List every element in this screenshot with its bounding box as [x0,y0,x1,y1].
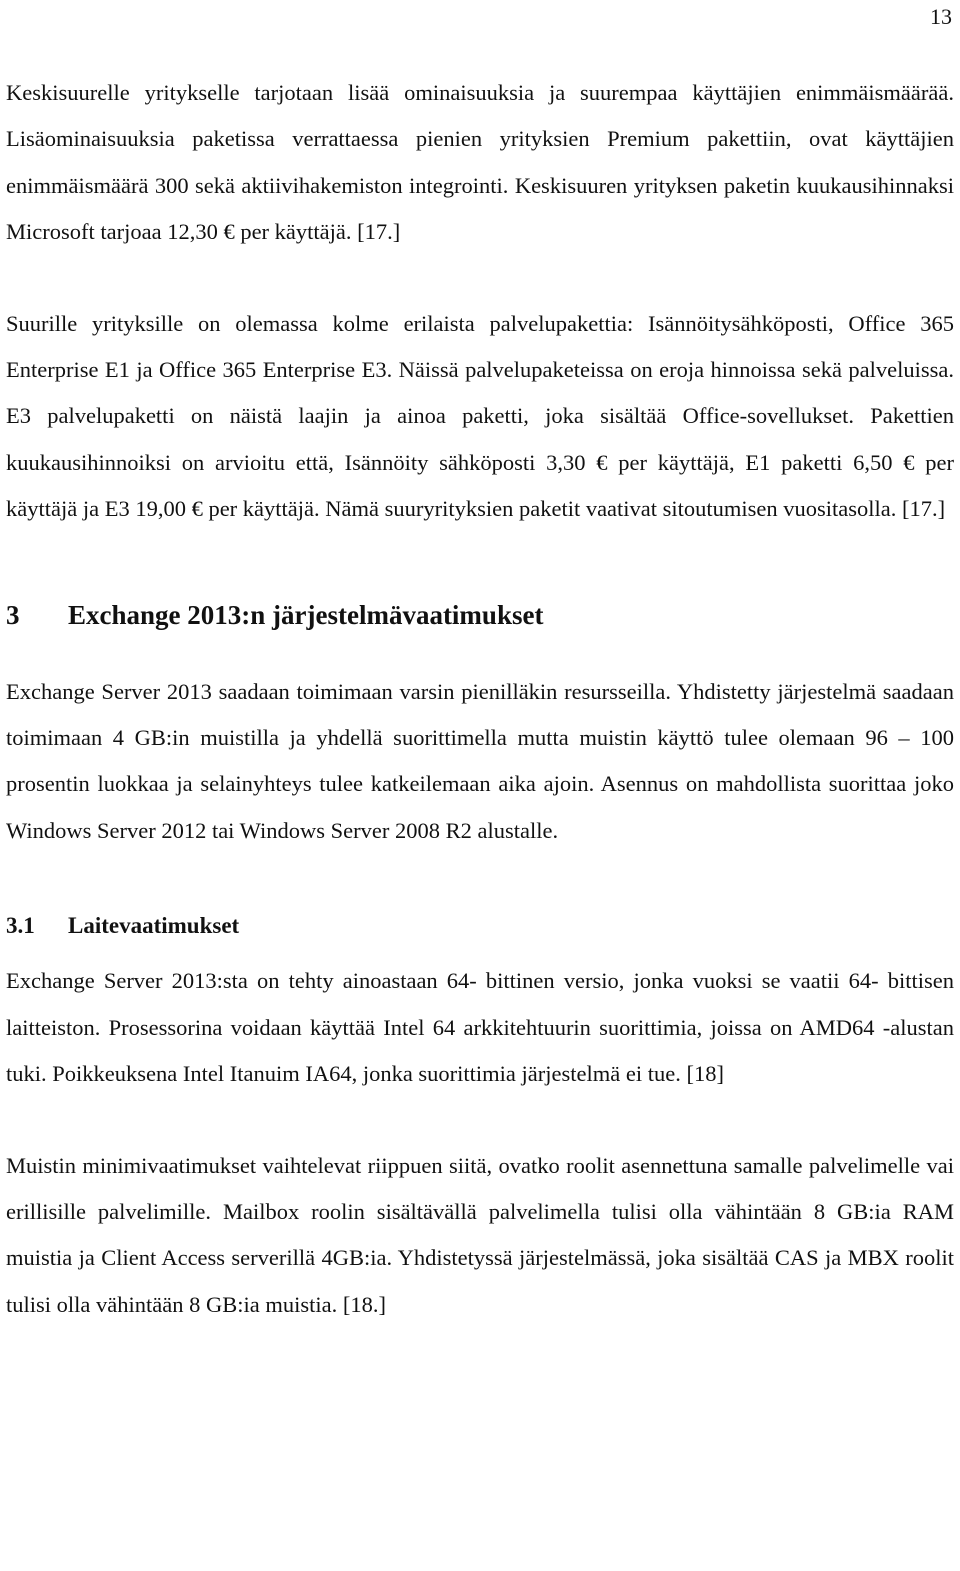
paragraph-medium-business: Keskisuurelle yritykselle tarjotaan lisää ominaisuuksia ja suurempaa käyttäjien enimmäismäärää. Lisäominaisuuksia paketissa verrattaessa pienien yrityksien Premium pakettiin, ovat käyttäjien enimmäismäärä 300 sekä aktiivihakemiston integrointi. Keskisuuren yrityksen paketin kuukausihinnaksi Microsoft tarjoaa 12,30 € per käyttäjä. [17.] [6,80,954,245]
page-number: 13 [930,4,952,29]
paragraph-large-business: Suurille yrityksille on olemassa kolme erilaista palvelupakettia: Isännöitysähköposti, Office 365 Enterprise E1 ja Office 365 Enterprise E3. Näissä palvelupaketeissa on eroja hinnoissa sekä palveluissa. E3 palvelupaketti on näistä laajin ja ainoa paketti, joka sisältää Office-sovellukset. Pakettien kuukausihinnoiksi on arvioitu että, Isännöity sähköposti 3,30 € per käyttäjä, E1 paketti 6,50 € per käyttäjä ja E3 19,00 € per käyttäjä. Nämä suuryrityksien paketit vaativat sitoutumisen vuositasolla. [17.] [6,310,954,522]
subsection-title: Laitevaatimukset [68,913,240,939]
paragraph-hardware: Exchange Server 2013:sta on tehty ainoastaan 64- bittinen versio, jonka vuoksi se vaatii 64- bittisen laitteiston. Prosessorina voidaan käyttää Intel 64 arkkitehtuurin suorittimia, joissa on AMD64 -alustan tuki. Poikkeuksena Intel Itanuim IA64, jonka suorittimia järjestelmä ei tue. [18] [6,968,954,1087]
section-heading-3 [6,595,954,635]
document-body [6,70,954,1328]
section-title: Exchange 2013:n järjestelmävaatimukset [68,599,544,630]
section-heading-3-1 [6,906,954,946]
paragraph-system-requirements: Exchange Server 2013 saadaan toimimaan varsin pienilläkin resursseilla. Yhdistetty järjestelmä saadaan toimimaan 4 GB:in muistilla ja yhdellä suorittimella mutta muistin käyttö tulee olemaan 96 – 100 prosentin luokkaa ja selainyhteys tulee katkeilemaan aika ajoin. Asennus on mahdollista suorittaa joko Windows Server 2012 tai Windows Server 2008 R2 alustalle. [6,678,954,843]
section-number: 3 [6,599,20,630]
paragraph-memory: Muistin minimivaatimukset vaihtelevat riippuen siitä, ovatko roolit asennettuna samalle palvelimelle vai erillisille palvelimille. Mailbox roolin sisältävällä palvelimella tulisi olla vähintään 8 GB:ia RAM muistia ja Client Access serverillä 4GB:ia. Yhdistetyssä järjestelmässä, joka sisältää CAS ja MBX roolit tulisi olla vähintään 8 GB:ia muistia. [18.] [6,1152,954,1317]
subsection-number: 3.1 [6,913,35,939]
